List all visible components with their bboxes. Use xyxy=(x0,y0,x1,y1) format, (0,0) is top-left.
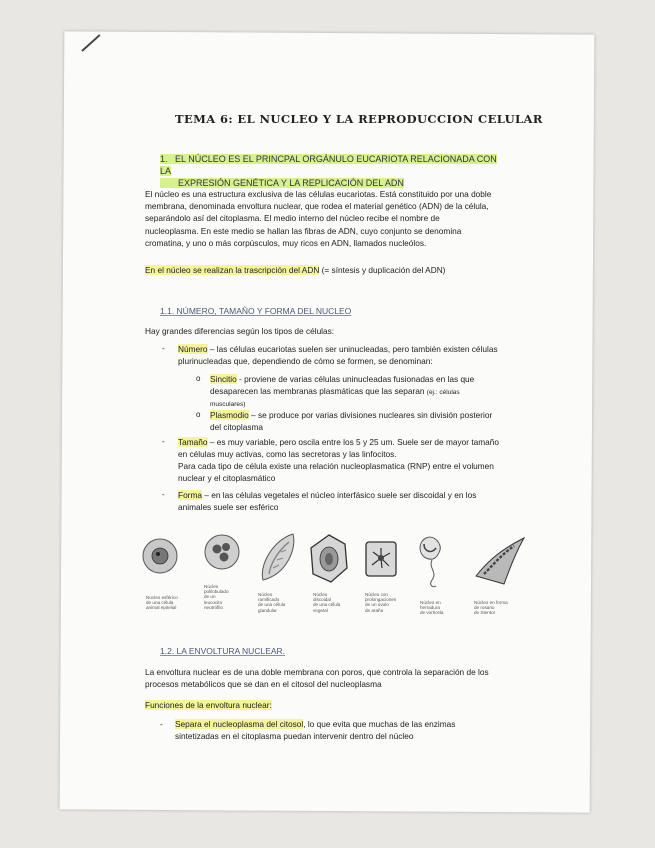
caption-discoidal xyxy=(313,592,357,613)
funciones-heading xyxy=(145,699,272,711)
caption-line: de Stentor xyxy=(474,610,496,616)
caption-line: leucocito xyxy=(204,599,223,605)
sincitio-note2: musculares) xyxy=(210,401,246,408)
caption-line: Núcleo en xyxy=(420,600,441,605)
caption-line: de vorticela xyxy=(420,610,444,616)
caption-line: discoidal xyxy=(313,597,331,603)
funcion-highlight: Separa el nucleoplasma del citosol xyxy=(175,719,304,729)
caption-line: de rosario xyxy=(474,605,495,611)
section-1-heading-line2: EXPRESIÓN GENÉTICA Y LA REPLICACIÓN DEL ADN xyxy=(160,178,404,188)
caption-line: de una célula xyxy=(258,602,286,608)
paragraph-line: La envoltura nuclear es de una doble membrana con poros, que controla la separación de los xyxy=(145,667,489,677)
paragraph-line: procesos metabólicos que se dan en el citosol del nucleoplasma xyxy=(145,679,382,690)
forma-text1: – en las células vegetales el núcleo interfásico suele ser discoidal y en los xyxy=(201,490,477,500)
discoidal-nucleus-illustration xyxy=(307,532,352,587)
plasmodio-label: Plasmodio xyxy=(210,410,249,420)
paragraph-line: separándolo así del citoplasma. El medio interno del núcleo recibe el nombre de xyxy=(145,213,440,224)
paragraph-line: membrana, denominada envoltura nuclear, que rodea el material genético (ADN) de la célula, xyxy=(145,201,489,212)
plasmodio-item xyxy=(210,409,510,433)
caption-line: Núcleo con xyxy=(365,592,388,597)
tamano-text2: en células muy activas, como las secretoras y las linfocitos. xyxy=(178,449,397,459)
rosary-nucleus-illustration xyxy=(470,532,528,590)
caption-line: polilobulado xyxy=(204,589,229,595)
sincitio-note: (ej.: células xyxy=(426,389,460,396)
paragraph-line: El núcleo es una estructura exclusiva de las células eucariotas. Está constituido por una doble xyxy=(145,189,492,199)
branched-nucleus-illustration xyxy=(255,530,300,588)
section-1-heading-line1: EL NÚCLEO ES EL PRINCPAL ORGÁNULO EUCARIOTA RELACIONADA CON LA xyxy=(160,154,497,176)
forma-label: Forma xyxy=(178,490,202,500)
caption-line: vegetal xyxy=(313,607,328,613)
section-1-2-paragraph xyxy=(145,666,525,690)
caption-rosary xyxy=(474,600,518,616)
prolonged-nucleus-illustration xyxy=(362,538,400,583)
numero-item xyxy=(178,343,528,367)
forma-text2: animales suele ser esférico xyxy=(178,502,279,512)
highlight-sentence xyxy=(145,264,445,276)
numero-label: Número xyxy=(178,344,208,354)
section-1-1-intro: Hay grandes diferencias según los tipos de células: xyxy=(145,326,335,336)
bullet-circle: o xyxy=(196,410,201,419)
tamano-text4: nuclear y el citoplasmático xyxy=(178,473,276,483)
caption-line: ramificado xyxy=(258,597,280,603)
paragraph-line: nucleoplasma. En este medio se hallan las fibras de ADN, cuyo conjunto se denomina xyxy=(145,225,462,236)
plasmodio-text2: del citoplasma xyxy=(210,422,264,432)
sincitio-item xyxy=(210,373,510,411)
highlight-text: En el núcleo se realizan la trascripción del ADN xyxy=(145,265,320,275)
horseshoe-nucleus-illustration xyxy=(412,530,452,590)
caption-line: neutrófilo xyxy=(204,604,223,610)
tamano-item xyxy=(178,436,528,484)
bullet-dash: - xyxy=(162,343,165,353)
section-1-number: 1. xyxy=(160,154,168,164)
forma-item xyxy=(178,489,528,513)
tamano-label: Tamaño xyxy=(178,437,208,447)
bullet-dash: - xyxy=(162,489,165,499)
tamano-text1: – es muy variable, pero oscila entre los 5 y 25 um. Suele ser de mayor tamaño xyxy=(207,437,499,447)
page-title: TEMA 6: EL NUCLEO Y LA REPRODUCCION CELULAR xyxy=(175,112,543,126)
caption-line: Núcleo xyxy=(313,592,328,597)
caption-line: prolongaciones xyxy=(365,597,397,603)
caption-horseshoe xyxy=(420,600,464,616)
section-1-2-heading: 1.2. LA ENVOLTURA NUCLEAR. xyxy=(160,646,286,656)
paragraph-line: cromatina, y uno o más corpúsculos, muy ricos en ADN, llamados nucleólos. xyxy=(145,237,427,248)
highlight-rest: (= síntesis y duplicación del ADN) xyxy=(319,265,446,275)
plasmodio-text1: – se produce por varias divisiones nucleares sin división posterior xyxy=(248,410,493,420)
caption-line: Núcleo en forma xyxy=(474,600,508,605)
caption-line: Núcleo xyxy=(204,584,219,589)
funciones-heading-text: Funciones de la envoltura nuclear: xyxy=(145,700,272,710)
sincitio-text2: desaparecen las membranas plasmáticas que las separan xyxy=(210,386,425,396)
caption-branched xyxy=(258,592,302,613)
funcion-text1: , lo que evita que muchas de las enzimas xyxy=(303,719,456,729)
caption-line: de un xyxy=(204,594,216,600)
caption-line: de una célula xyxy=(313,602,341,608)
polylobed-nucleus-illustration xyxy=(200,530,245,580)
numero-text2: plurinucleadas que, dependiendo de cómo se formen, se denominan: xyxy=(178,356,433,366)
funcion-text2: sintetizadas en el citoplasma puedan intervenir dentro del núcleo xyxy=(175,731,414,741)
sincitio-label: Sincitio xyxy=(210,374,237,384)
caption-line: de una célula xyxy=(146,600,174,606)
caption-line: herradura xyxy=(420,605,440,611)
caption-prolonged xyxy=(365,592,409,613)
caption-line: de araña xyxy=(365,607,384,613)
caption-line: Núcleo xyxy=(258,592,273,597)
section-1-paragraph xyxy=(145,188,525,249)
spherical-nucleus-illustration xyxy=(140,533,180,583)
caption-line: Nucleo esférico xyxy=(146,595,178,600)
caption-spherical xyxy=(146,595,190,611)
section-1-heading xyxy=(160,153,505,189)
caption-line: glandular xyxy=(258,607,277,613)
numero-text1: – las células eucariotas suelen ser uninucleadas, pero también existen células xyxy=(207,344,498,354)
caption-line: de un ovulo xyxy=(365,602,389,608)
section-1-1-heading: 1.1. NÚMERO, TAMAÑO Y FORMA DEL NUCLEO xyxy=(160,306,352,316)
sincitio-text1: - proviene de varias células uninucleadas fusionadas en las que xyxy=(236,374,475,384)
tamano-text3: Para cada tipo de célula existe una relación nucleoplasmatica (RNP) entre el volumen xyxy=(178,461,494,471)
bullet-circle: o xyxy=(196,374,201,383)
bullet-dash: - xyxy=(160,719,163,729)
funcion-item xyxy=(175,718,525,742)
bullet-dash: - xyxy=(162,436,165,446)
caption-polylobed xyxy=(204,584,248,610)
caption-line: animal epitelial xyxy=(146,605,177,611)
